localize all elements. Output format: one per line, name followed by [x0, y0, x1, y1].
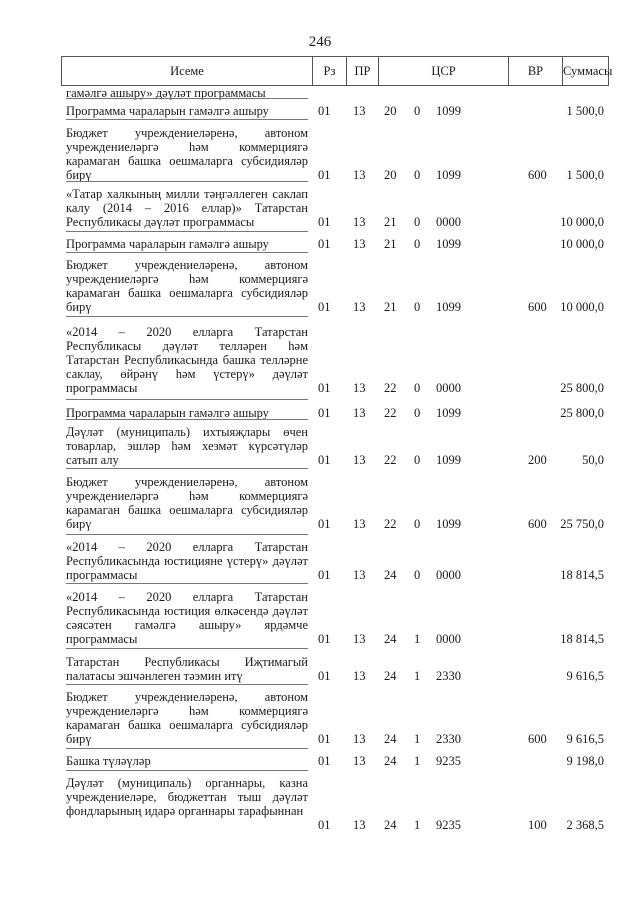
- rz-cell: 01: [318, 517, 331, 531]
- table-row: [66, 406, 604, 420]
- sum-cell: 1 500,0: [566, 104, 604, 118]
- row-divider: [66, 119, 308, 120]
- vr-cell: 100: [528, 818, 547, 832]
- table-row: [66, 187, 604, 229]
- row-divider: [66, 468, 308, 469]
- table-row: [66, 258, 604, 314]
- rz-cell: 01: [318, 406, 331, 420]
- sum-cell: 9 198,0: [566, 754, 604, 768]
- sum-cell: 18 814,5: [560, 568, 604, 582]
- table-row: [66, 776, 604, 832]
- csr-code-cell: 0000: [436, 568, 461, 582]
- rz-cell: 01: [318, 168, 331, 182]
- csr-subprogram-cell: 0: [414, 168, 421, 182]
- row-name: Бюджет учреждениеләренә, автоном учреждениеләргә һәм коммерциягә карамаган башка оешмаларга субсидияләр бирү: [66, 126, 308, 182]
- column-header-pr: ПР: [346, 57, 378, 85]
- sum-cell: 9 616,5: [566, 669, 604, 683]
- row-divider: [66, 231, 308, 232]
- csr-subprogram-cell: 0: [414, 453, 421, 467]
- column-header-name: Исеме: [170, 64, 204, 78]
- row-name: Дәүләт (муниципаль) органнары, казна учреждениеләре, бюджеттан тыш дәүләт фондларының идарә органнары тарафыннан: [66, 776, 308, 818]
- table-row: [66, 590, 604, 646]
- vr-cell: 600: [528, 300, 547, 314]
- rz-cell: 01: [318, 104, 331, 118]
- table-row: [66, 655, 604, 683]
- sum-cell: 10 000,0: [560, 237, 604, 251]
- row-divider: [66, 316, 308, 317]
- row-divider: [66, 252, 308, 253]
- table-row: [66, 126, 604, 182]
- table-row: [66, 325, 604, 395]
- row-divider: [66, 534, 308, 535]
- csr-subprogram-cell: 1: [414, 632, 421, 646]
- csr-code-cell: 9235: [436, 754, 461, 768]
- csr-subprogram-cell: 0: [414, 104, 421, 118]
- csr-program-cell: 20: [384, 104, 397, 118]
- row-name: Башка түләүләр: [66, 754, 151, 768]
- pr-cell: 13: [353, 168, 366, 182]
- page-number: 246: [308, 34, 332, 50]
- table-header: [61, 56, 613, 86]
- csr-program-cell: 22: [384, 453, 397, 467]
- rz-cell: 01: [318, 754, 331, 768]
- column-header-rz: Рз: [312, 57, 346, 85]
- csr-program-cell: 22: [384, 517, 397, 531]
- table-row: [66, 104, 604, 118]
- pr-cell: 13: [353, 406, 366, 420]
- sum-cell: 25 750,0: [560, 517, 604, 531]
- pr-cell: 13: [353, 732, 366, 746]
- csr-program-cell: 24: [384, 754, 397, 768]
- sum-cell: 1 500,0: [566, 168, 604, 182]
- pr-cell: 13: [353, 104, 366, 118]
- pr-cell: 13: [353, 381, 366, 395]
- pr-cell: 13: [353, 517, 366, 531]
- table-row: [66, 475, 604, 531]
- csr-code-cell: 0000: [436, 215, 461, 229]
- csr-code-cell: 2330: [436, 669, 461, 683]
- csr-program-cell: 22: [384, 381, 397, 395]
- csr-program-cell: 21: [384, 300, 397, 314]
- pr-cell: 13: [353, 237, 366, 251]
- csr-program-cell: 22: [384, 406, 397, 420]
- row-divider: [66, 648, 308, 649]
- row-name: Программа чараларын гамәлгә ашыру: [66, 406, 269, 420]
- vr-cell: 600: [528, 168, 547, 182]
- csr-subprogram-cell: 0: [414, 406, 421, 420]
- sum-cell: 25 800,0: [560, 406, 604, 420]
- pr-cell: 13: [353, 453, 366, 467]
- vr-cell: 600: [528, 517, 547, 531]
- table-row: [66, 237, 604, 251]
- table-row: [66, 690, 604, 746]
- rz-cell: 01: [318, 453, 331, 467]
- csr-subprogram-cell: 1: [414, 754, 421, 768]
- row-name: Бюджет учреждениеләренә, автоном учреждениеләргә һәм коммерциягә карамаган башка оешмаларга субсидияләр бирү: [66, 690, 308, 746]
- csr-code-cell: 1099: [436, 104, 461, 118]
- vr-cell: 600: [528, 732, 547, 746]
- csr-subprogram-cell: 1: [414, 818, 421, 832]
- row-name: Татарстан Республикасы Иҗтимагый палатасы эшчәнлеген тәэмин итү: [66, 655, 308, 683]
- row-name: «2014 – 2020 елларга Татарстан Республикасында юстицияне үстерү» дәүләт программасы: [66, 540, 308, 582]
- row-name: Программа чараларын гамәлгә ашыру: [66, 104, 269, 118]
- pr-cell: 13: [353, 818, 366, 832]
- csr-code-cell: 2330: [436, 732, 461, 746]
- csr-code-cell: 1099: [436, 453, 461, 467]
- csr-code-cell: 9235: [436, 818, 461, 832]
- rz-cell: 01: [318, 732, 331, 746]
- rz-cell: 01: [318, 381, 331, 395]
- rz-cell: 01: [318, 568, 331, 582]
- row-divider: [66, 399, 308, 400]
- csr-subprogram-cell: 0: [414, 381, 421, 395]
- row-divider: [66, 684, 308, 685]
- row-divider: [66, 583, 308, 584]
- row-divider: [66, 748, 308, 749]
- csr-program-cell: 24: [384, 568, 397, 582]
- row-name: Бюджет учреждениеләренә, автоном учреждениеләргә һәм коммерциягә карамаган башка оешмаларга субсидияләр бирү: [66, 258, 308, 314]
- sum-cell: 18 814,5: [560, 632, 604, 646]
- csr-code-cell: 1099: [436, 517, 461, 531]
- csr-program-cell: 21: [384, 237, 397, 251]
- row-divider: [66, 419, 308, 420]
- pr-cell: 13: [353, 754, 366, 768]
- sum-cell: 25 800,0: [560, 381, 604, 395]
- csr-program-cell: 24: [384, 669, 397, 683]
- csr-program-cell: 20: [384, 168, 397, 182]
- csr-subprogram-cell: 1: [414, 732, 421, 746]
- pr-cell: 13: [353, 669, 366, 683]
- sum-cell: 50,0: [582, 453, 604, 467]
- table-row: [66, 425, 604, 467]
- row-divider: [66, 98, 308, 99]
- row-name: Бюджет учреждениеләренә, автоном учреждениеләргә һәм коммерциягә карамаган башка оешмаларга субсидияләр бирү: [66, 475, 308, 531]
- csr-subprogram-cell: 0: [414, 237, 421, 251]
- row-divider: [66, 181, 308, 182]
- vr-cell: 200: [528, 453, 547, 467]
- csr-code-cell: 1099: [436, 300, 461, 314]
- rz-cell: 01: [318, 300, 331, 314]
- csr-code-cell: 0000: [436, 381, 461, 395]
- csr-subprogram-cell: 0: [414, 568, 421, 582]
- sum-cell: 2 368,5: [566, 818, 604, 832]
- row-name: Программа чараларын гамәлгә ашыру: [66, 237, 269, 251]
- csr-code-cell: 1099: [436, 168, 461, 182]
- csr-code-cell: 1099: [436, 406, 461, 420]
- rz-cell: 01: [318, 215, 331, 229]
- row-name: «Татар халкының милли тәңгәллеген саклап калу (2014 – 2016 еллар)» Татарстан Республикасы дәүләт программасы: [66, 187, 308, 229]
- column-header-vr: ВР: [508, 57, 562, 85]
- csr-program-cell: 24: [384, 732, 397, 746]
- row-name: Дәүләт (муниципаль) ихтыяҗлары өчен товарлар, эшләр һәм хезмәт күрсәтүләр сатып алу: [66, 425, 308, 467]
- sum-cell: 10 000,0: [560, 215, 604, 229]
- row-name: «2014 – 2020 елларга Татарстан Республикасы дәүләт телләрен һәм Татарстан Республикасында башка телләрне саклау, өйрәнү һәм үстерү» дәүләт программасы: [66, 325, 308, 395]
- table-row: [66, 540, 604, 582]
- pr-cell: 13: [353, 568, 366, 582]
- csr-subprogram-cell: 0: [414, 517, 421, 531]
- sum-cell: 10 000,0: [560, 300, 604, 314]
- csr-code-cell: 1099: [436, 237, 461, 251]
- pr-cell: 13: [353, 215, 366, 229]
- column-header-sum: Суммасы: [562, 57, 608, 85]
- pr-cell: 13: [353, 632, 366, 646]
- row-divider: [66, 770, 308, 771]
- rz-cell: 01: [318, 632, 331, 646]
- rz-cell: 01: [318, 669, 331, 683]
- row-name: гамәлгә ашыру» дәүләт программасы: [66, 86, 266, 100]
- column-header-csr: ЦСР: [378, 57, 508, 85]
- csr-program-cell: 24: [384, 632, 397, 646]
- pr-cell: 13: [353, 300, 366, 314]
- csr-code-cell: 0000: [436, 632, 461, 646]
- sum-cell: 9 616,5: [566, 732, 604, 746]
- csr-subprogram-cell: 1: [414, 669, 421, 683]
- rz-cell: 01: [318, 818, 331, 832]
- rz-cell: 01: [318, 237, 331, 251]
- csr-program-cell: 24: [384, 818, 397, 832]
- table-row: [66, 754, 604, 768]
- csr-subprogram-cell: 0: [414, 215, 421, 229]
- row-name: «2014 – 2020 елларга Татарстан Республикасында юстиция өлкәсендә дәүләт сәясәтен гамәлгә ашыру» ярдәмче программасы: [66, 590, 308, 646]
- csr-program-cell: 21: [384, 215, 397, 229]
- csr-subprogram-cell: 0: [414, 300, 421, 314]
